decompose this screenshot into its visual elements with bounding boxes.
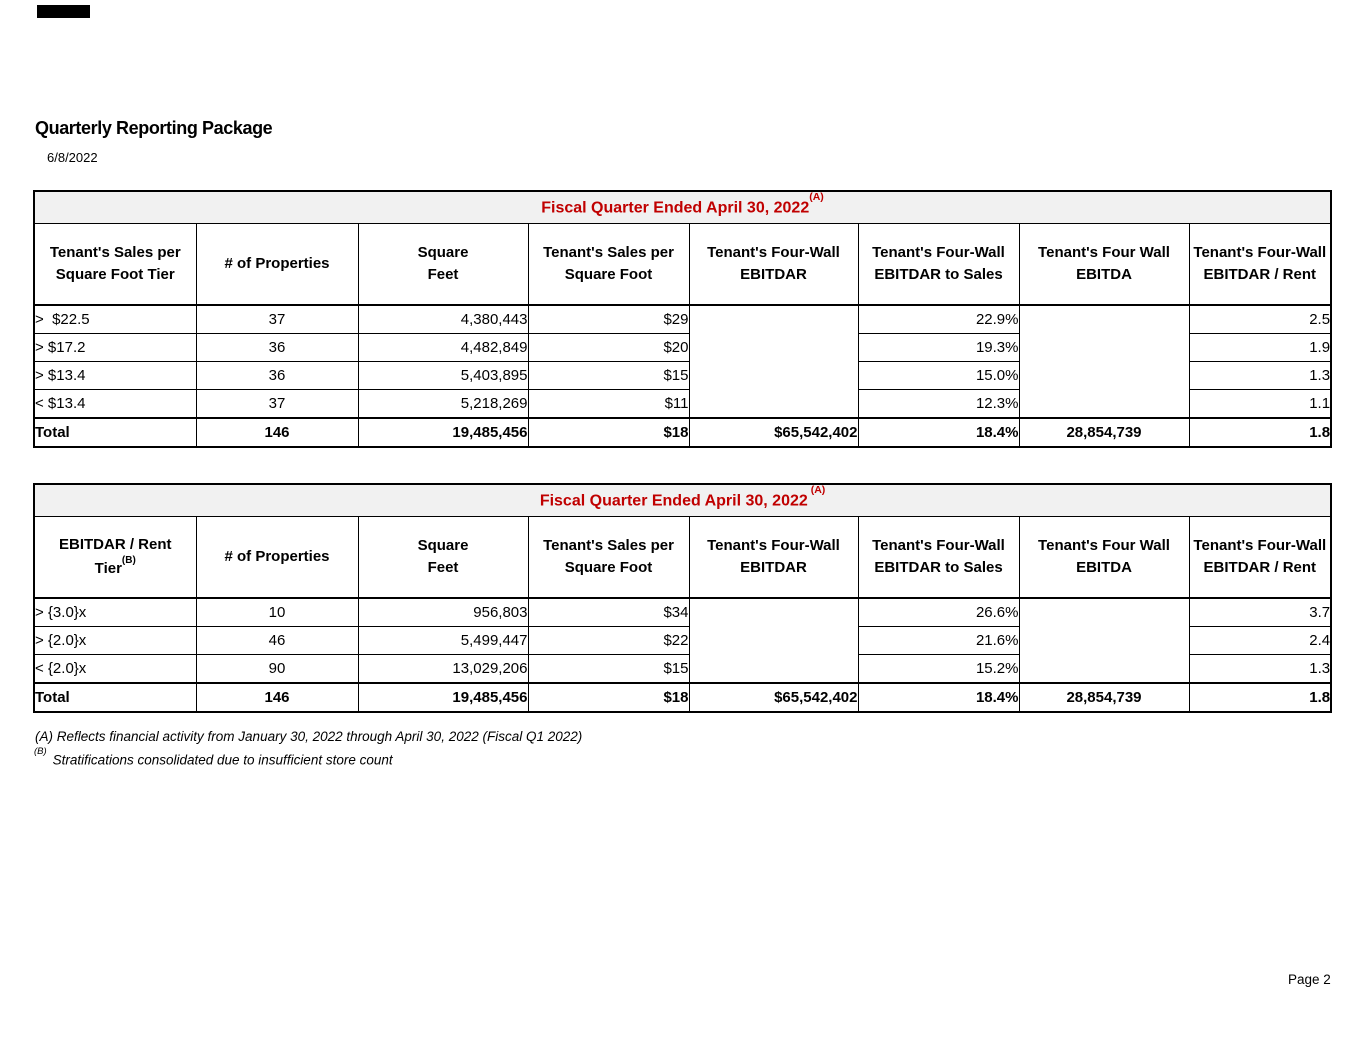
total-square-feet-cell: 19,485,456 — [358, 683, 528, 712]
total-ebitdar-rent-cell: 1.8 — [1189, 418, 1331, 447]
total-ebitdar-to-sales-cell: 18.4% — [858, 683, 1019, 712]
ebitdar-rent-cell: 2.4 — [1189, 627, 1331, 655]
sales-per-sqft-cell: $22 — [528, 627, 689, 655]
column-header-ebitdar-to-sales: Tenant's Four-Wall EBITDAR to Sales — [858, 517, 1019, 599]
total-sales-per-sqft-cell: $18 — [528, 418, 689, 447]
ebitdar-rent-cell: 1.3 — [1189, 655, 1331, 684]
total-properties-cell: 146 — [196, 683, 358, 712]
ebitdar-rent-tier-table — [33, 483, 1332, 713]
sales-per-sqft-cell: $15 — [528, 655, 689, 684]
footnote-a: (A) Reflects financial activity from January 30, 2022 through April 30, 2022 (Fiscal Q1 2022) — [35, 729, 583, 744]
band-superscript: (A) — [807, 484, 826, 497]
tier-cell: < {2.0}x — [34, 655, 196, 684]
table-band-row — [34, 484, 1331, 517]
column-header-ebitdar-rent: Tenant's Four-Wall EBITDAR / Rent — [1189, 224, 1331, 306]
square-feet-cell: 4,482,849 — [358, 334, 528, 362]
fiscal-quarter-band — [34, 191, 1331, 224]
sales-per-sqft-cell: $29 — [528, 305, 689, 334]
total-row — [34, 418, 1331, 447]
properties-cell: 37 — [196, 305, 358, 334]
tier-cell: > {2.0}x — [34, 627, 196, 655]
column-header-properties: # of Properties — [196, 517, 358, 599]
column-header-square-feet: Square Feet — [358, 517, 528, 599]
square-feet-cell: 13,029,206 — [358, 655, 528, 684]
column-header-ebitdar: Tenant's Four-Wall EBITDAR — [689, 517, 858, 599]
total-ebitdar-cell: $65,542,402 — [689, 683, 858, 712]
tier-cell: < $13.4 — [34, 390, 196, 419]
ebitdar-to-sales-cell: 19.3% — [858, 334, 1019, 362]
total-square-feet-cell: 19,485,456 — [358, 418, 528, 447]
total-ebitda-cell: 28,854,739 — [1019, 683, 1189, 712]
band-superscript: (A) — [809, 191, 824, 204]
ebitdar-merged-cell — [689, 598, 858, 683]
total-sales-per-sqft-cell: $18 — [528, 683, 689, 712]
footnote-b-text: Stratifications consolidated due to insufficient store count — [52, 752, 393, 768]
ebitda-merged-cell — [1019, 305, 1189, 418]
sales-per-sqft-cell: $34 — [528, 598, 689, 627]
header-superscript: (B) — [121, 554, 136, 566]
header-row — [34, 517, 1331, 599]
report-date: 6/8/2022 — [47, 150, 98, 165]
tier-cell: > $13.4 — [34, 362, 196, 390]
ebitdar-rent-cell: 1.9 — [1189, 334, 1331, 362]
column-header-ebitdar-to-sales: Tenant's Four-Wall EBITDAR to Sales — [858, 224, 1019, 306]
footnote-b-superscript: (B) — [34, 746, 47, 757]
table-band-row — [34, 191, 1331, 224]
properties-cell: 46 — [196, 627, 358, 655]
ebitdar-to-sales-cell: 15.2% — [858, 655, 1019, 684]
ebitdar-rent-cell: 2.5 — [1189, 305, 1331, 334]
page-number: Page 2 — [1288, 972, 1331, 987]
ebitdar-to-sales-cell: 21.6% — [858, 627, 1019, 655]
properties-cell: 90 — [196, 655, 358, 684]
total-ebitdar-to-sales-cell: 18.4% — [858, 418, 1019, 447]
column-header-sales-per-sqft: Tenant's Sales per Square Foot — [528, 517, 689, 599]
table-row — [34, 598, 1331, 627]
properties-cell: 10 — [196, 598, 358, 627]
ebitdar-merged-cell — [689, 305, 858, 418]
properties-cell: 36 — [196, 362, 358, 390]
square-feet-cell: 4,380,443 — [358, 305, 528, 334]
column-header-ebitda: Tenant's Four Wall EBITDA — [1019, 224, 1189, 306]
square-feet-cell: 5,218,269 — [358, 390, 528, 419]
column-header-ebitdar-rent-tier: EBITDAR / Rent Tier$^{(B)}$ — [34, 517, 196, 599]
fiscal-quarter-band — [34, 484, 1331, 517]
header-row — [34, 224, 1331, 306]
properties-cell: 36 — [196, 334, 358, 362]
total-row — [34, 683, 1331, 712]
band-title: Fiscal Quarter Ended April 30, 2022 — [541, 199, 810, 217]
column-header-square-feet: Square Feet — [358, 224, 528, 306]
ebitdar-to-sales-cell: 15.0% — [858, 362, 1019, 390]
column-header-ebitda: Tenant's Four Wall EBITDA — [1019, 517, 1189, 599]
tier-cell: > $22.5 — [34, 305, 196, 334]
column-header-ebitdar: Tenant's Four-Wall EBITDAR — [689, 224, 858, 306]
ebitdar-to-sales-cell: 22.9% — [858, 305, 1019, 334]
tier-cell: > $17.2 — [34, 334, 196, 362]
band-title: Fiscal Quarter Ended April 30, 2022 — [539, 492, 808, 510]
column-header-properties: # of Properties — [196, 224, 358, 306]
ebitdar-rent-cell: 1.1 — [1189, 390, 1331, 419]
page-title: Quarterly Reporting Package — [35, 118, 273, 138]
ebitdar-to-sales-cell: 26.6% — [858, 598, 1019, 627]
sales-per-sqft-cell: $11 — [528, 390, 689, 419]
ebitdar-rent-cell: 1.3 — [1189, 362, 1331, 390]
total-ebitdar-rent-cell: 1.8 — [1189, 683, 1331, 712]
properties-cell: 37 — [196, 390, 358, 419]
square-feet-cell: 956,803 — [358, 598, 528, 627]
table-row — [34, 305, 1331, 334]
sales-per-sqft-tier-table — [33, 190, 1332, 448]
column-header-sales-per-sqft: Tenant's Sales per Square Foot — [528, 224, 689, 306]
ebitdar-to-sales-cell: 12.3% — [858, 390, 1019, 419]
total-ebitda-cell: 28,854,739 — [1019, 418, 1189, 447]
ebitdar-rent-cell: 3.7 — [1189, 598, 1331, 627]
ebitda-merged-cell — [1019, 598, 1189, 683]
column-header-ebitdar-rent: Tenant's Four-Wall EBITDAR / Rent — [1189, 517, 1331, 599]
total-ebitdar-cell: $65,542,402 — [689, 418, 858, 447]
square-feet-cell: 5,403,895 — [358, 362, 528, 390]
tier-cell: > {3.0}x — [34, 598, 196, 627]
footnote-b — [34, 746, 393, 768]
total-label-cell: Total — [34, 418, 196, 447]
sales-per-sqft-cell: $15 — [528, 362, 689, 390]
total-properties-cell: 146 — [196, 418, 358, 447]
square-feet-cell: 5,499,447 — [358, 627, 528, 655]
sales-per-sqft-cell: $20 — [528, 334, 689, 362]
total-label-cell: Total — [34, 683, 196, 712]
column-header-tier: Tenant's Sales per Square Foot Tier — [34, 224, 196, 306]
redaction-bar — [37, 5, 90, 18]
